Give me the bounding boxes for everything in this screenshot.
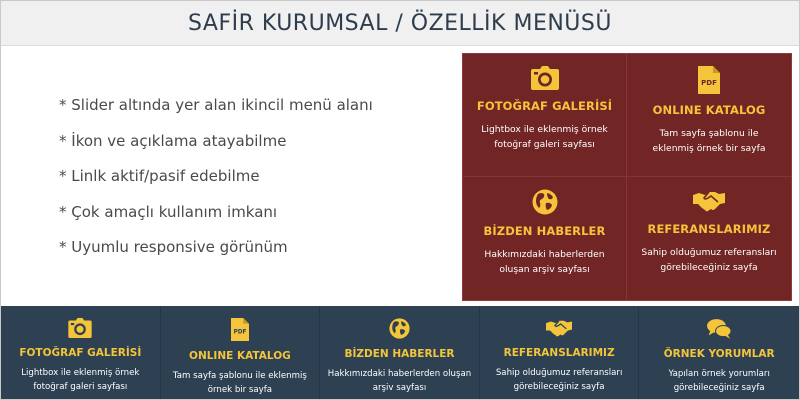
menu-item-description: Sahip olduğumuz referansları görebileceğiniz sayfa [641,247,777,273]
menu-item-title: REFERANSLARIMIZ [503,347,615,359]
menu-item-photo-gallery[interactable] [1,306,161,400]
red-feature-menu [462,53,792,301]
feature-item: * Çok amaçlı kullanım imkanı [59,202,278,221]
dark-feature-menu [1,306,799,400]
menu-item-description: Hakkımızdaki haberlerden oluşan arşiv sayfası [484,249,605,275]
menu-item-title: ONLINE KATALOG [652,103,766,117]
camera-icon [531,66,559,90]
menu-item-sample-comments[interactable] [639,306,799,400]
svg-text:PDF: PDF [701,79,717,87]
menu-item-references[interactable] [480,306,640,400]
menu-item-news[interactable] [463,177,627,300]
menu-item-news[interactable] [320,306,480,400]
menu-item-title: FOTOĞRAF GALERİSİ [19,347,142,359]
menu-item-description: Tam sayfa şablonu ile eklenmiş örnek bir sayfa [652,128,766,154]
menu-item-photo-gallery[interactable] [463,54,627,177]
menu-item-description: Lightbox ile eklenmiş örnek fotoğraf galeri sayfası [21,368,140,392]
page-title: SAFİR KURUMSAL / ÖZELLİK MENÜSÜ [188,10,612,36]
menu-item-online-catalog[interactable] [627,54,791,177]
handshake-icon [546,318,572,338]
menu-item-description: Sahip olduğumuz referansları görebileceğiniz sayfa [495,368,623,392]
globe-icon [389,318,410,339]
banner-header [1,1,799,46]
menu-item-description: Yapılan örnek yorumları görebileceğiniz sayfa [668,369,770,393]
pdf-icon [698,66,720,94]
camera-icon [68,318,92,338]
pdf-icon [231,318,249,341]
feature-item: * Linlk aktif/pasif edebilme [59,167,260,185]
chat-bubbles-icon [707,318,731,339]
menu-item-references[interactable] [627,177,791,300]
menu-item-title: BİZDEN HABERLER [344,348,455,360]
menu-item-title: BİZDEN HABERLER [483,224,606,238]
menu-item-title: ONLINE KATALOG [189,350,291,362]
feature-item: * Uyumlu responsive görünüm [59,238,288,256]
svg-text:PDF: PDF [233,329,247,336]
feature-list [59,95,373,273]
menu-item-title: FOTOĞRAF GALERİSİ [476,99,613,113]
handshake-icon [693,189,725,213]
menu-item-online-catalog[interactable] [161,306,321,400]
menu-item-description: Hakkımızdaki haberlerden oluşan arşiv sayfası [327,369,472,393]
feature-item: * Slider altında yer alan ikincil menü alanı [59,96,373,114]
menu-item-title: ÖRNEK YORUMLAR [663,348,775,360]
feature-item: * İkon ve açıklama atayabilme [59,131,287,150]
globe-icon [532,189,558,215]
menu-item-description: Lightbox ile eklenmiş örnek fotoğraf galeri sayfası [481,124,608,150]
menu-item-title: REFERANSLARIMIZ [647,222,771,236]
menu-item-description: Tam sayfa şablonu ile eklenmiş örnek bir sayfa [172,371,307,395]
